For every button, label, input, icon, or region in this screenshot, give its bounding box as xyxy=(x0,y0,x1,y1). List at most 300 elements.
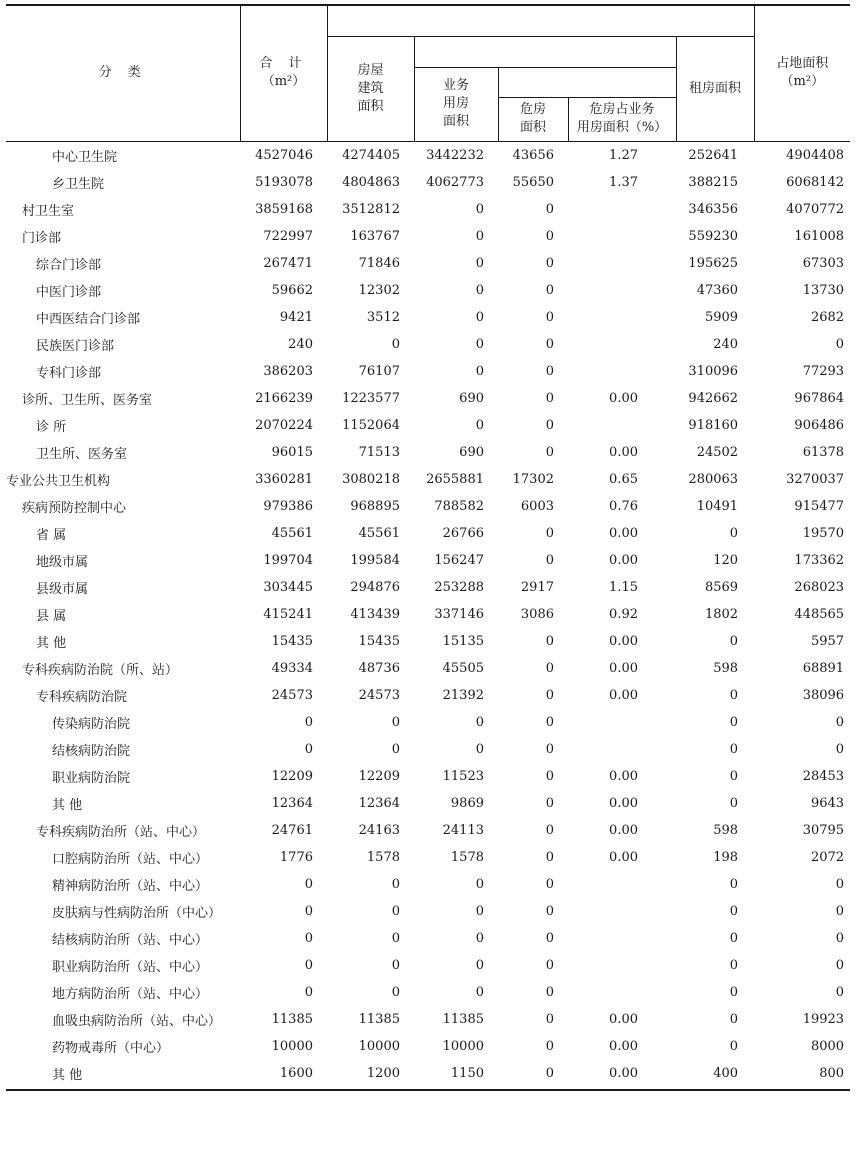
cell-building: 48736 xyxy=(358,660,400,676)
table-row xyxy=(6,466,850,493)
header-land: 占地面积 （m²） xyxy=(754,5,850,141)
row-category-label: 职业病防治院 xyxy=(52,770,131,786)
row-category-label: 皮肤病与性病防治所（中心） xyxy=(52,905,222,921)
cell-rent: 0 xyxy=(729,525,739,541)
row-category-label: 职业病防治所（站、中心） xyxy=(52,959,209,975)
cell-ratio xyxy=(568,277,676,304)
cell-total: 1600 xyxy=(279,1065,313,1081)
cell-rent: 0 xyxy=(729,741,739,757)
row-category-label: 诊 所 xyxy=(36,419,67,435)
header-group-blank xyxy=(327,5,754,36)
cell-danger: 0 xyxy=(545,633,554,649)
cell-building: 163767 xyxy=(350,228,400,244)
cell-business: 788582 xyxy=(434,498,484,514)
cell-business: 45505 xyxy=(442,660,484,676)
cell-land: 38096 xyxy=(802,687,845,703)
cell-danger: 0 xyxy=(545,1011,554,1027)
cell-total: 15435 xyxy=(271,633,313,649)
cell-building: 4274405 xyxy=(342,147,400,163)
row-category-label: 专业公共卫生机构 xyxy=(6,473,111,489)
cell-building: 0 xyxy=(391,984,400,1000)
cell-building: 12364 xyxy=(358,795,400,811)
cell-land: 3270037 xyxy=(786,471,845,487)
cell-rent: 0 xyxy=(729,687,739,703)
cell-total: 0 xyxy=(304,741,313,757)
cell-ratio xyxy=(568,709,676,736)
table-row xyxy=(6,574,850,601)
cell-land: 13730 xyxy=(802,282,845,298)
cell-business: 4062773 xyxy=(426,174,484,190)
cell-danger: 0 xyxy=(545,1038,554,1054)
cell-rent: 47360 xyxy=(696,282,739,298)
cell-business: 0 xyxy=(475,930,484,946)
cell-business: 0 xyxy=(475,417,484,433)
cell-danger: 0 xyxy=(545,660,554,676)
table-row xyxy=(6,223,850,250)
cell-total: 979386 xyxy=(263,498,313,514)
cell-building: 199584 xyxy=(350,552,400,568)
cell-building: 0 xyxy=(391,957,400,973)
cell-danger: 0 xyxy=(545,444,554,460)
cell-land: 4070772 xyxy=(786,201,845,217)
row-category-label: 药物戒毒所（中心） xyxy=(52,1040,170,1056)
cell-rent: 1802 xyxy=(704,606,739,622)
table-row xyxy=(6,141,850,169)
cell-total: 45561 xyxy=(271,525,313,541)
cell-land: 2072 xyxy=(810,849,845,865)
table-header xyxy=(6,5,850,141)
cell-building: 0 xyxy=(391,903,400,919)
cell-ratio: 1.27 xyxy=(609,147,638,163)
cell-total: 12209 xyxy=(271,768,313,784)
cell-building: 15435 xyxy=(358,633,400,649)
cell-land: 4904408 xyxy=(786,147,845,163)
cell-ratio: 0.00 xyxy=(609,390,638,406)
cell-business: 1578 xyxy=(450,849,484,865)
cell-business: 690 xyxy=(459,390,484,406)
row-category-label: 中心卫生院 xyxy=(52,149,118,165)
cell-danger: 0 xyxy=(545,525,554,541)
cell-land: 800 xyxy=(819,1065,845,1081)
cell-total: 24761 xyxy=(271,822,313,838)
cell-danger: 0 xyxy=(545,795,554,811)
cell-danger: 43656 xyxy=(512,147,554,163)
cell-land: 967864 xyxy=(794,390,845,406)
cell-ratio: 0.76 xyxy=(609,498,638,514)
cell-land: 161008 xyxy=(794,228,845,244)
row-category-label: 省 属 xyxy=(36,527,67,543)
cell-danger: 0 xyxy=(545,903,554,919)
cell-ratio xyxy=(568,925,676,952)
cell-danger: 0 xyxy=(545,849,554,865)
header-building: 房屋 建筑 面积 xyxy=(327,36,414,141)
cell-danger: 55650 xyxy=(512,174,554,190)
cell-land: 173362 xyxy=(794,552,845,568)
cell-danger: 17302 xyxy=(512,471,554,487)
row-category-label: 传染病防治院 xyxy=(52,716,131,732)
cell-total: 0 xyxy=(304,903,313,919)
cell-business: 0 xyxy=(475,336,484,352)
cell-land: 0 xyxy=(835,957,845,973)
cell-rent: 598 xyxy=(713,660,739,676)
cell-ratio xyxy=(568,250,676,277)
cell-total: 96015 xyxy=(271,444,313,460)
table-row xyxy=(6,682,850,709)
cell-ratio xyxy=(568,871,676,898)
cell-danger: 0 xyxy=(545,552,554,568)
cell-business: 337146 xyxy=(434,606,484,622)
cell-land: 67303 xyxy=(802,255,845,271)
row-category-label: 疾病预防控制中心 xyxy=(22,500,127,516)
cell-rent: 0 xyxy=(729,984,739,1000)
cell-danger: 0 xyxy=(545,876,554,892)
cell-business: 0 xyxy=(475,984,484,1000)
cell-rent: 559230 xyxy=(688,228,739,244)
row-category-label: 口腔病防治所（站、中心） xyxy=(52,851,209,867)
cell-rent: 0 xyxy=(729,903,739,919)
cell-danger: 0 xyxy=(545,741,554,757)
cell-rent: 388215 xyxy=(688,174,739,190)
table-row xyxy=(6,196,850,223)
cell-land: 0 xyxy=(835,984,845,1000)
cell-land: 6068142 xyxy=(786,174,845,190)
cell-ratio: 0.00 xyxy=(609,768,638,784)
cell-land: 30795 xyxy=(802,822,845,838)
table-row xyxy=(6,169,850,196)
table-row xyxy=(6,493,850,520)
cell-danger: 0 xyxy=(545,687,554,703)
cell-total: 4527046 xyxy=(255,147,313,163)
cell-ratio: 0.00 xyxy=(609,633,638,649)
cell-building: 3512 xyxy=(366,309,400,325)
cell-land: 68891 xyxy=(802,660,845,676)
cell-total: 3360281 xyxy=(255,471,313,487)
cell-business: 0 xyxy=(475,309,484,325)
cell-rent: 0 xyxy=(729,1038,739,1054)
row-category-label: 血吸虫病防治所（站、中心） xyxy=(52,1013,222,1029)
cell-building: 45561 xyxy=(358,525,400,541)
cell-rent: 400 xyxy=(713,1065,739,1081)
cell-business: 690 xyxy=(459,444,484,460)
cell-total: 1776 xyxy=(279,849,313,865)
cell-rent: 8569 xyxy=(704,579,739,595)
table-row xyxy=(6,520,850,547)
header-ratio: 危房占业务 用房面积（%） xyxy=(568,97,676,141)
cell-building: 0 xyxy=(391,930,400,946)
cell-total: 199704 xyxy=(263,552,313,568)
cell-danger: 3086 xyxy=(520,606,554,622)
cell-danger: 0 xyxy=(545,1065,554,1081)
cell-building: 0 xyxy=(391,876,400,892)
cell-building: 3080218 xyxy=(342,471,400,487)
cell-building: 12302 xyxy=(358,282,400,298)
table-row xyxy=(6,601,850,628)
cell-business: 10000 xyxy=(442,1038,484,1054)
cell-rent: 120 xyxy=(713,552,739,568)
cell-ratio xyxy=(568,331,676,358)
cell-danger: 0 xyxy=(545,336,554,352)
cell-business: 11523 xyxy=(442,768,484,784)
row-category-label: 中医门诊部 xyxy=(36,284,102,300)
header-danger-group-blank xyxy=(498,67,676,97)
table-row xyxy=(6,1006,850,1033)
cell-ratio: 1.15 xyxy=(609,579,638,595)
cell-business: 0 xyxy=(475,741,484,757)
row-category-label: 门诊部 xyxy=(22,230,62,246)
cell-rent: 280063 xyxy=(688,471,739,487)
table-row xyxy=(6,844,850,871)
table-row xyxy=(6,817,850,844)
row-category-label: 其 他 xyxy=(36,635,67,651)
cell-danger: 0 xyxy=(545,417,554,433)
header-danger: 危房 面积 xyxy=(498,97,568,141)
cell-ratio xyxy=(568,979,676,1006)
cell-business: 2655881 xyxy=(426,471,484,487)
table-row xyxy=(6,331,850,358)
cell-ratio xyxy=(568,736,676,763)
cell-total: 240 xyxy=(288,336,313,352)
cell-building: 76107 xyxy=(358,363,400,379)
row-category-label: 专科疾病防治院 xyxy=(36,689,128,705)
cell-ratio xyxy=(568,304,676,331)
cell-rent: 310096 xyxy=(688,363,739,379)
row-category-label: 结核病防治院 xyxy=(52,743,131,759)
table-row xyxy=(6,790,850,817)
cell-building: 0 xyxy=(391,714,400,730)
cell-rent: 24502 xyxy=(696,444,739,460)
table-row xyxy=(6,898,850,925)
cell-danger: 0 xyxy=(545,255,554,271)
cell-business: 0 xyxy=(475,714,484,730)
cell-land: 19923 xyxy=(802,1011,845,1027)
cell-land: 61378 xyxy=(802,444,845,460)
row-category-label: 卫生所、医务室 xyxy=(36,446,128,462)
row-category-label: 县级市属 xyxy=(36,581,89,597)
cell-total: 0 xyxy=(304,957,313,973)
cell-total: 49334 xyxy=(271,660,313,676)
table-row xyxy=(6,655,850,682)
table-row xyxy=(6,547,850,574)
cell-business: 24113 xyxy=(442,822,484,838)
table-row xyxy=(6,439,850,466)
table-bottom-rule xyxy=(6,1089,850,1091)
cell-total: 12364 xyxy=(271,795,313,811)
cell-ratio xyxy=(568,358,676,385)
cell-danger: 0 xyxy=(545,309,554,325)
cell-business: 253288 xyxy=(434,579,484,595)
row-category-label: 其 他 xyxy=(52,797,83,813)
cell-total: 11385 xyxy=(271,1011,313,1027)
cell-ratio: 0.00 xyxy=(609,552,638,568)
cell-rent: 240 xyxy=(713,336,739,352)
cell-ratio: 0.00 xyxy=(609,525,638,541)
cell-danger: 6003 xyxy=(520,498,554,514)
table-row xyxy=(6,358,850,385)
cell-danger: 0 xyxy=(545,822,554,838)
cell-ratio: 0.00 xyxy=(609,795,638,811)
cell-rent: 5909 xyxy=(704,309,739,325)
cell-building: 1578 xyxy=(366,849,400,865)
cell-business: 156247 xyxy=(434,552,484,568)
cell-danger: 2917 xyxy=(520,579,554,595)
row-category-label: 综合门诊部 xyxy=(36,257,102,273)
building-area-table xyxy=(6,4,850,1087)
cell-danger: 0 xyxy=(545,363,554,379)
cell-total: 0 xyxy=(304,714,313,730)
cell-rent: 0 xyxy=(729,714,739,730)
cell-rent: 346356 xyxy=(688,201,739,217)
row-category-label: 结核病防治所（站、中心） xyxy=(52,932,209,948)
cell-total: 415241 xyxy=(263,606,313,622)
table-row xyxy=(6,412,850,439)
cell-business: 0 xyxy=(475,255,484,271)
table-row xyxy=(6,709,850,736)
table-row xyxy=(6,736,850,763)
row-category-label: 中西医结合门诊部 xyxy=(36,311,141,327)
row-category-label: 村卫生室 xyxy=(22,203,75,219)
cell-business: 0 xyxy=(475,903,484,919)
cell-rent: 195625 xyxy=(688,255,739,271)
header-total: 合 计 （m²） xyxy=(240,5,327,141)
table-row xyxy=(6,250,850,277)
cell-business: 26766 xyxy=(442,525,484,541)
cell-building: 1223577 xyxy=(342,390,400,406)
cell-ratio: 0.00 xyxy=(609,1011,638,1027)
table-row xyxy=(6,1060,850,1087)
cell-total: 386203 xyxy=(263,363,313,379)
cell-land: 0 xyxy=(835,714,845,730)
cell-total: 303445 xyxy=(263,579,313,595)
cell-total: 3859168 xyxy=(255,201,313,217)
row-category-label: 专科疾病防治所（站、中心） xyxy=(36,824,206,840)
cell-business: 0 xyxy=(475,228,484,244)
cell-rent: 0 xyxy=(729,1011,739,1027)
cell-rent: 0 xyxy=(729,876,739,892)
cell-building: 413439 xyxy=(350,606,400,622)
row-category-label: 诊所、卫生所、医务室 xyxy=(22,392,153,408)
cell-total: 9421 xyxy=(279,309,313,325)
row-category-label: 专科疾病防治院（所、站） xyxy=(22,662,179,678)
cell-ratio xyxy=(568,952,676,979)
table-row xyxy=(6,304,850,331)
table-row xyxy=(6,763,850,790)
header-business: 业务 用房 面积 xyxy=(414,67,498,141)
cell-total: 0 xyxy=(304,984,313,1000)
cell-land: 906486 xyxy=(794,417,845,433)
cell-rent: 0 xyxy=(729,795,739,811)
cell-total: 59662 xyxy=(271,282,313,298)
table-row xyxy=(6,979,850,1006)
cell-total: 0 xyxy=(304,876,313,892)
cell-building: 11385 xyxy=(358,1011,400,1027)
cell-total: 5193078 xyxy=(255,174,313,190)
cell-land: 0 xyxy=(835,930,845,946)
cell-rent: 0 xyxy=(729,930,739,946)
cell-ratio: 0.65 xyxy=(609,471,638,487)
cell-total: 2070224 xyxy=(255,417,313,433)
table-row xyxy=(6,925,850,952)
cell-building: 3512812 xyxy=(342,201,400,217)
header-category: 分 类 xyxy=(6,5,240,141)
cell-total: 722997 xyxy=(263,228,313,244)
cell-business: 0 xyxy=(475,201,484,217)
cell-business: 0 xyxy=(475,957,484,973)
cell-danger: 0 xyxy=(545,714,554,730)
cell-total: 10000 xyxy=(271,1038,313,1054)
row-category-label: 其 他 xyxy=(52,1067,83,1083)
row-category-label: 精神病防治所（站、中心） xyxy=(52,878,209,894)
cell-business: 15135 xyxy=(442,633,484,649)
cell-danger: 0 xyxy=(545,228,554,244)
cell-building: 0 xyxy=(391,741,400,757)
header-subgroup-blank xyxy=(414,36,676,67)
cell-ratio: 1.37 xyxy=(609,174,638,190)
row-category-label: 民族医门诊部 xyxy=(36,338,115,354)
cell-danger: 0 xyxy=(545,201,554,217)
row-category-label: 乡卫生院 xyxy=(52,176,105,192)
cell-danger: 0 xyxy=(545,768,554,784)
table-row xyxy=(6,1033,850,1060)
header-rent: 租房面积 xyxy=(676,36,754,141)
table-row xyxy=(6,952,850,979)
cell-ratio: 0.92 xyxy=(609,606,638,622)
cell-danger: 0 xyxy=(545,282,554,298)
statistics-table-wrapper xyxy=(6,4,850,1087)
cell-land: 9643 xyxy=(810,795,845,811)
cell-business: 3442232 xyxy=(426,147,484,163)
cell-building: 1152064 xyxy=(342,417,400,433)
cell-ratio xyxy=(568,196,676,223)
cell-building: 1200 xyxy=(366,1065,400,1081)
cell-building: 0 xyxy=(391,336,400,352)
cell-business: 21392 xyxy=(442,687,484,703)
cell-ratio xyxy=(568,412,676,439)
cell-land: 0 xyxy=(835,903,845,919)
cell-land: 28453 xyxy=(802,768,845,784)
cell-rent: 252641 xyxy=(688,147,739,163)
cell-rent: 0 xyxy=(729,633,739,649)
cell-land: 8000 xyxy=(810,1038,845,1054)
cell-total: 24573 xyxy=(271,687,313,703)
cell-land: 5957 xyxy=(810,633,845,649)
cell-total: 267471 xyxy=(263,255,313,271)
cell-ratio: 0.00 xyxy=(609,687,638,703)
cell-building: 12209 xyxy=(358,768,400,784)
table-row xyxy=(6,628,850,655)
cell-ratio: 0.00 xyxy=(609,1038,638,1054)
cell-rent: 0 xyxy=(729,957,739,973)
cell-building: 294876 xyxy=(350,579,400,595)
cell-ratio xyxy=(568,898,676,925)
row-category-label: 地方病防治所（站、中心） xyxy=(52,986,209,1002)
cell-rent: 10491 xyxy=(696,498,739,514)
cell-business: 11385 xyxy=(442,1011,484,1027)
cell-land: 0 xyxy=(835,876,845,892)
cell-building: 71513 xyxy=(358,444,400,460)
cell-business: 1150 xyxy=(450,1065,484,1081)
table-row xyxy=(6,385,850,412)
cell-land: 2682 xyxy=(810,309,845,325)
cell-rent: 0 xyxy=(729,768,739,784)
cell-total: 0 xyxy=(304,930,313,946)
table-row xyxy=(6,871,850,898)
cell-ratio: 0.00 xyxy=(609,1065,638,1081)
cell-building: 968895 xyxy=(350,498,400,514)
cell-danger: 0 xyxy=(545,984,554,1000)
cell-land: 0 xyxy=(835,336,845,352)
cell-danger: 0 xyxy=(545,957,554,973)
cell-rent: 918160 xyxy=(688,417,739,433)
